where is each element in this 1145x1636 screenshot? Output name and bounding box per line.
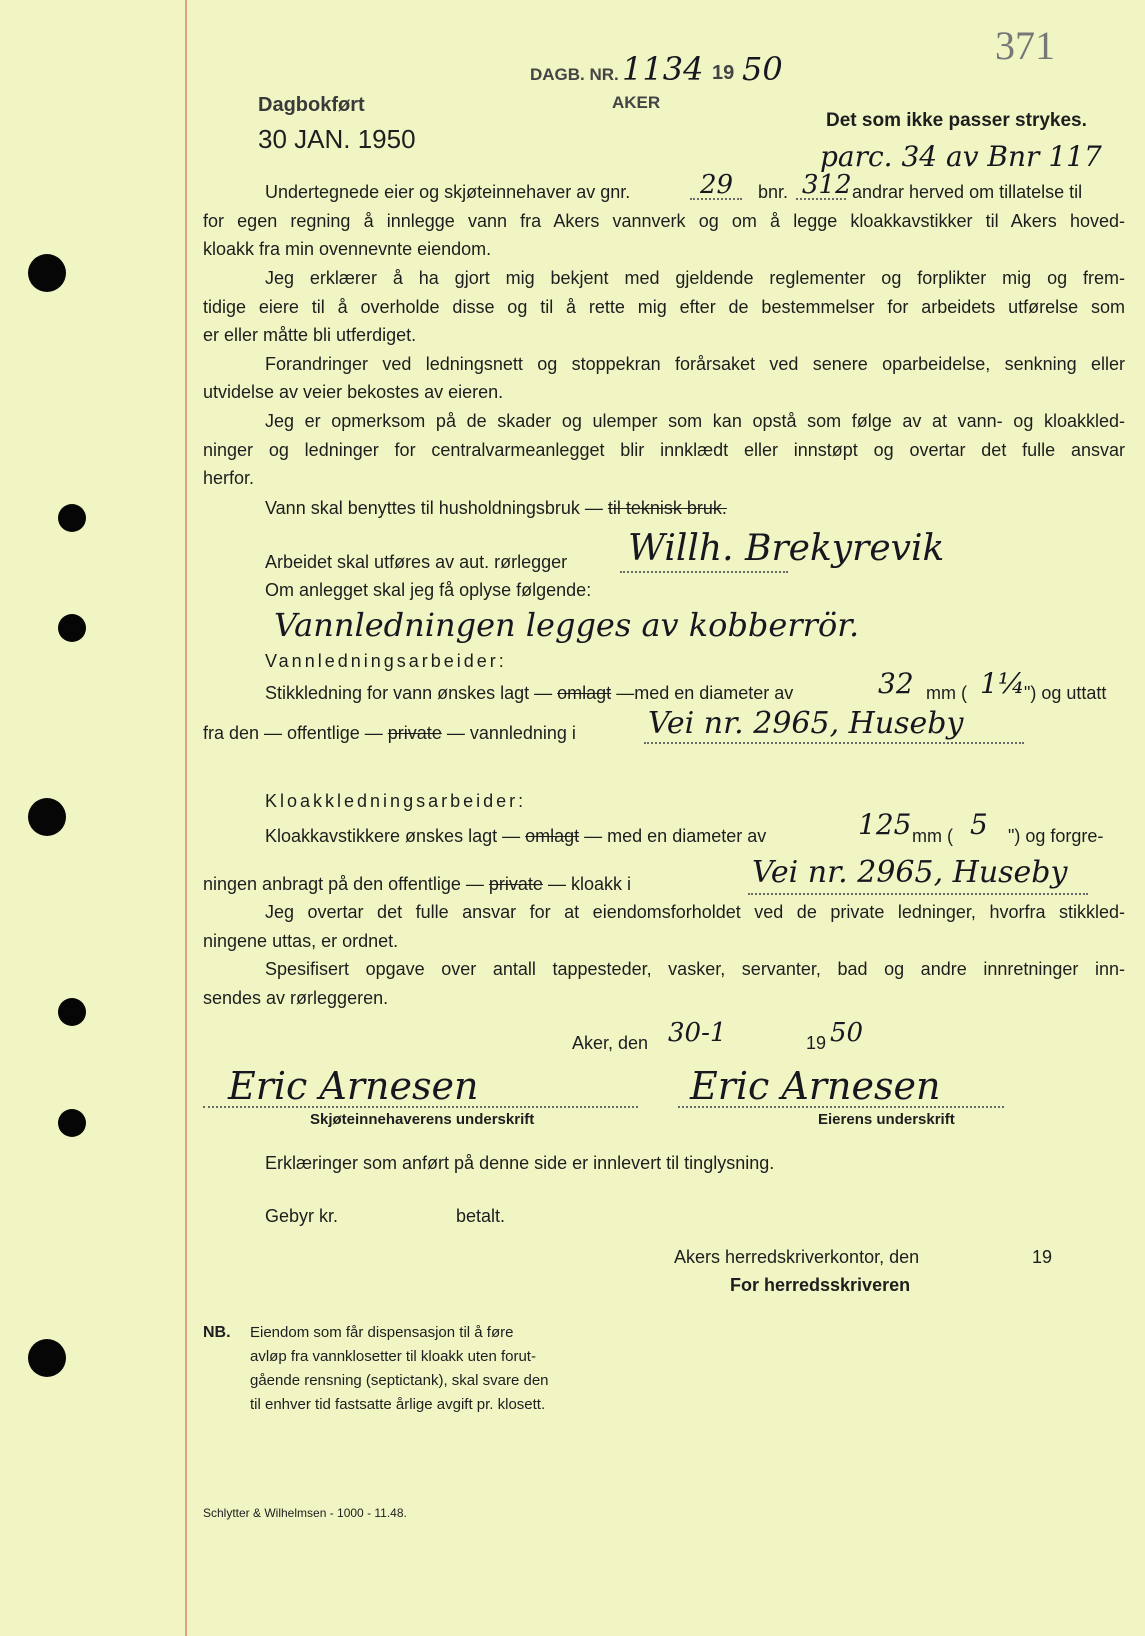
water-line-2 <box>203 722 576 744</box>
p2-line-1: Jeg erklærer å ha gjort mig bekjent med gjeldende reglementer og forplikter mig og frem- <box>265 268 1125 288</box>
sewer-heading: Kloakkledningsarbeider: <box>265 791 527 811</box>
p3-line-1: Forandringer ved ledningsnett og stoppekran forårsaket ved senere oparbeidelse, senkning eller <box>265 354 1125 374</box>
sewer-inch-value: 5 <box>970 808 988 841</box>
nb-line-2: avløp fra vannklosetter til kloakk uten forut- <box>250 1348 536 1365</box>
usage-text <box>265 497 727 519</box>
sewer-line-1-a: Kloakkavstikkere ønskes lagt — <box>265 826 521 846</box>
p5-line-2: ningene uttas, er ordnet. <box>203 931 399 951</box>
page-number: 371 <box>995 23 1055 68</box>
intro-a: Undertegnede eier og skjøteinnehaver av gnr. <box>265 182 631 202</box>
nb-line-1: Eiendom som får dispensasjon til å føre <box>250 1324 514 1341</box>
intro-c: andrar herved om tillatelse til <box>852 182 1083 202</box>
parcel-note: parc. 34 av Bnr 117 <box>820 140 1102 173</box>
binder-hole <box>58 614 86 642</box>
binder-hole <box>28 254 66 292</box>
water-line-2-hw: Vei nr. 2965, Huseby <box>648 706 964 741</box>
dagb-number: 1134 <box>622 50 704 88</box>
owner-label: Eierens underskrift <box>818 1111 955 1128</box>
intro-line-3: kloakk fra min ovennevnte eiendom. <box>203 239 492 259</box>
registration-text: Erklæringer som anført på denne side er innlevert til tinglysning. <box>265 1153 775 1173</box>
for-clerk: For herredsskriveren <box>730 1275 911 1295</box>
plumber-name: Willh. Brekyrevik <box>628 528 945 569</box>
year-value: 50 <box>830 1018 864 1048</box>
p6-line-1: Spesifisert opgave over antall tappesteder, vasker, servanter, bad og andre innretninger inn- <box>265 959 1125 979</box>
water-inch-value: 1¼ <box>980 667 1025 700</box>
water-mm-label: mm ( <box>926 683 967 703</box>
place-date-label: Aker, den <box>572 1033 649 1053</box>
intro-b: bnr. <box>758 182 789 202</box>
water-mm-value: 32 <box>878 667 914 700</box>
water-line-dots <box>644 742 1024 744</box>
sewer-line-2 <box>203 873 631 895</box>
intro-line-2: for egen regning å innlegge vann fra Akers vannverk og om å legge kloakkavstikker til Akers hoved- <box>203 211 1125 231</box>
water-line-1-a: Stikkledning for vann ønskes lagt — <box>265 683 553 703</box>
water-line-2-struck: private <box>387 723 442 743</box>
sewer-line-1-struck: omlagt <box>525 826 580 846</box>
dagb-year-prefix: 19 <box>712 62 735 84</box>
deed-holder-label: Skjøteinnehaverens underskrift <box>310 1111 535 1128</box>
p4-line-2: ninger og ledninger for centralvarmeanlegget blir innklædt eller innstøpt og overtar det fulle ansvar <box>203 440 1125 460</box>
water-line-1-struck: omlagt <box>557 683 612 703</box>
water-line-2-a: fra den — offentlige — <box>203 723 383 743</box>
bnr-value: 312 <box>802 170 852 200</box>
margin-line <box>185 0 187 1636</box>
sewer-line-1-b: — med en diameter av <box>584 826 767 846</box>
fee-label: Gebyr kr. <box>265 1206 339 1226</box>
nb-line-4: til enhver tid fastsatte årlige avgift pr. klosett. <box>250 1396 546 1413</box>
paid-label: betalt. <box>456 1206 506 1226</box>
aker-stamp: AKER <box>612 93 661 112</box>
usage-struck: til teknisk bruk. <box>607 498 727 518</box>
deed-holder-signature: Eric Arnesen <box>228 1064 479 1108</box>
p6-line-2: sendes av rørleggeren. <box>203 988 389 1008</box>
dagb-nr-label: DAGB. NR. <box>530 65 619 84</box>
office-text: Akers herredskriverkontor, den <box>674 1247 920 1267</box>
dagbokfort-stamp: Dagbokført <box>258 94 365 116</box>
binder-hole <box>58 504 86 532</box>
sewer-line-1-c: ") og forgre- <box>1008 826 1104 846</box>
sewer-line-1 <box>265 825 766 847</box>
bnr-dots <box>796 198 846 200</box>
sewer-line-2-hw: Vei nr. 2965, Huseby <box>752 855 1068 890</box>
water-line-1-b: —med en diameter av <box>616 683 794 703</box>
owner-signature: Eric Arnesen <box>690 1064 941 1108</box>
water-line-1 <box>265 682 793 704</box>
nb-label: NB. <box>203 1324 231 1341</box>
sewer-mm-label: mm ( <box>912 826 953 846</box>
nb-line-3: gående rensning (septictank), skal svare den <box>250 1372 549 1389</box>
sewer-line-2-b: — kloakk i <box>547 874 631 894</box>
deed-holder-signature-line <box>203 1106 638 1108</box>
binder-hole <box>58 1109 86 1137</box>
sewer-mm-value: 125 <box>858 808 912 841</box>
inform-label: Om anlegget skal jeg få oplyse følgende: <box>265 580 592 600</box>
water-heading: Vannledningsarbeider: <box>265 651 507 671</box>
plumber-label: Arbeidet skal utføres av aut. rørlegger <box>265 552 568 572</box>
p2-line-2: tidige eiere til å overholde disse og til å rette mig efter de bestemmelser for arbeidets utførelse som <box>203 297 1125 317</box>
date-value: 30-1 <box>668 1018 727 1048</box>
p5-line-1: Jeg overtar det fulle ansvar for at eiendomsforholdet ved de private ledninger, hvorfra stikkled- <box>265 902 1125 922</box>
gnr-value: 29 <box>700 170 734 200</box>
gnr-dots <box>690 198 742 200</box>
sewer-line-2-struck: private <box>488 874 543 894</box>
water-line-2-b: — vannledning i <box>446 723 576 743</box>
usage-prefix: Vann skal benyttes til husholdningsbruk — <box>265 498 603 518</box>
owner-signature-line <box>678 1106 1004 1108</box>
strike-notice: Det som ikke passer strykes. <box>826 110 1087 131</box>
plumber-dots <box>620 571 788 573</box>
stamp-date: 30 JAN. 1950 <box>258 124 416 154</box>
year-prefix: 19 <box>806 1033 827 1053</box>
office-year: 19 <box>1032 1247 1053 1267</box>
sewer-line-2-a: ningen anbragt på den offentlige — <box>203 874 484 894</box>
p4-line-3: herfor. <box>203 468 255 488</box>
binder-hole <box>58 998 86 1026</box>
p3-line-2: utvidelse av veier bekostes av eieren. <box>203 382 504 402</box>
binder-hole <box>28 1339 66 1377</box>
water-line-1-c: ") og uttatt <box>1024 683 1107 703</box>
binder-hole <box>28 798 66 836</box>
sewer-line-dots <box>748 893 1088 895</box>
printer-imprint: Schlytter & Wilhelmsen - 1000 - 11.48. <box>203 1506 407 1520</box>
inform-text: Vannledningen legges av kobberrör. <box>274 606 860 644</box>
dagb-year: 50 <box>742 50 783 88</box>
p4-line-1: Jeg er opmerksom på de skader og ulemper som kan opstå som følge av at vann- og kloakkled- <box>265 411 1125 431</box>
p2-line-3: er eller måtte bli utferdiget. <box>203 325 417 345</box>
